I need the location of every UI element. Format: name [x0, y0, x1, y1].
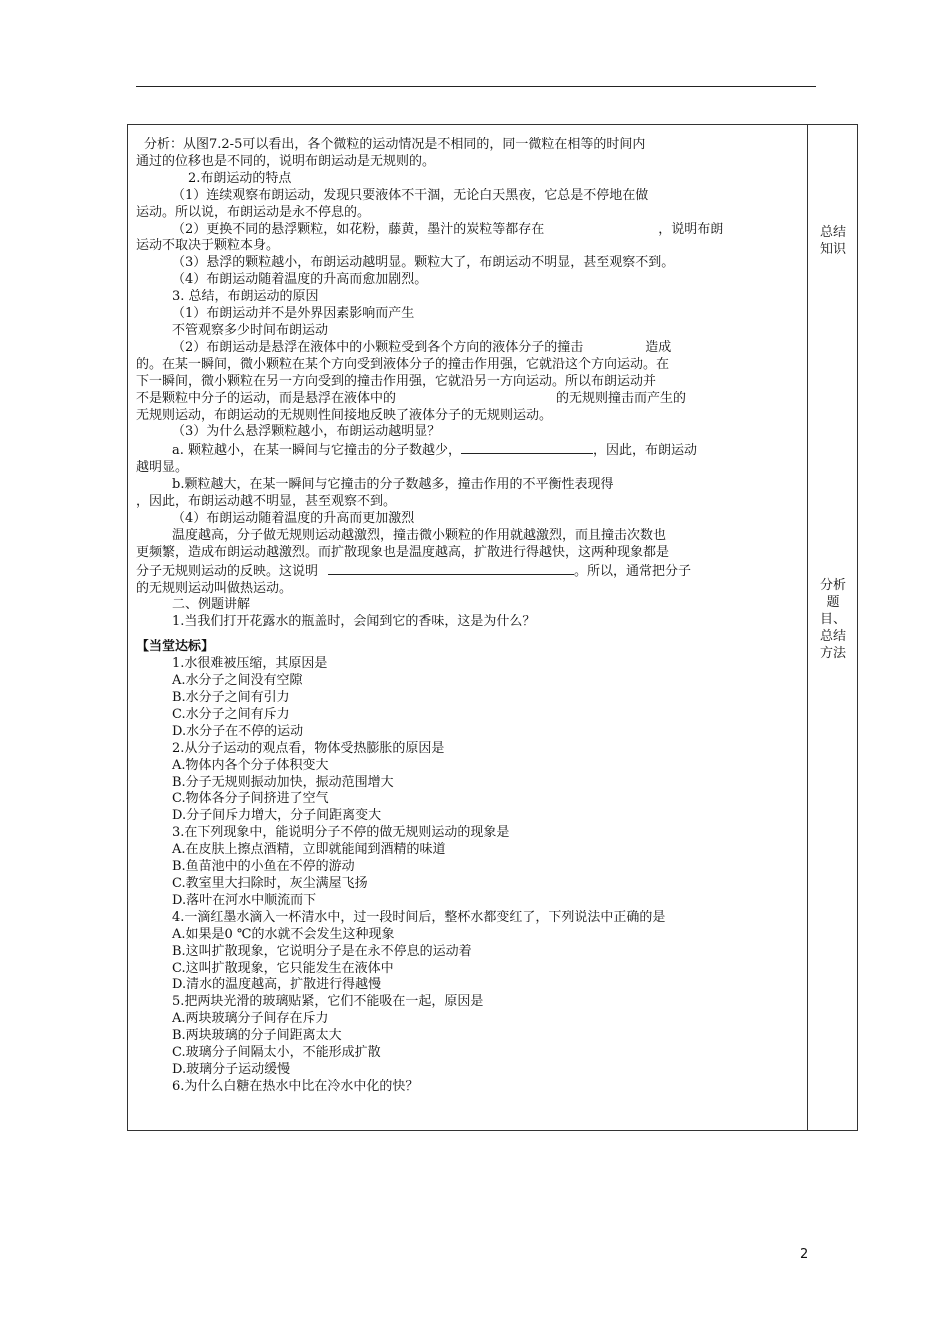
quiz-line: C.水分子之间有斥力 [172, 706, 290, 722]
text-segment: a. 颗粒越小，在某一瞬间与它撞击的分子数越少， [172, 443, 462, 459]
text-line: 分析：从图7.2-5可以看出，各个微粒的运动情况是不相同的，同一微粒在相等的时间内 [144, 137, 646, 152]
quiz-line: D.清水的温度越高，扩散进行得越慢 [172, 977, 382, 993]
text-line [136, 562, 802, 581]
quiz-line: B.分子无规则振动加快，振动范围增大 [172, 774, 394, 790]
quiz-line: D.水分子在不停的运动 [172, 723, 304, 739]
section-title: 【当堂达标】 [136, 639, 215, 655]
side-note-line: 题 [826, 594, 840, 610]
text-line: （4）布朗运动随着温度的升高而愈加剧烈。 [172, 272, 428, 288]
header-rule [136, 86, 816, 87]
text-line: 的。在某一瞬间，微小颗粒在某个方向受到液体分子的撞击作用强，它就沿这个方向运动。在 [136, 356, 670, 372]
text-segment: ，因此，布朗运动 [593, 443, 698, 459]
quiz-line: C.这叫扩散现象，它只能发生在液体中 [172, 960, 394, 976]
text-segment: ，说明布朗 [658, 221, 724, 237]
side-note-line: 分析 [819, 578, 846, 593]
main-content [136, 137, 802, 1096]
quiz-list [136, 656, 802, 1096]
section-heading: 二、例题讲解 [172, 597, 251, 613]
text-line: 温度越高，分子做无规则运动越激烈，撞击微小颗粒的作用就越激烈，而且撞击次数也 [172, 527, 667, 543]
page-number: 2 [800, 1247, 809, 1262]
text-line: 运动不取决于颗粒本身。 [136, 238, 280, 254]
text-line: 运动。所以说，布朗运动是永不停息的。 [136, 204, 371, 220]
quiz-line: B.鱼苗池中的小鱼在不停的游动 [172, 859, 355, 875]
text-line: 下一瞬间，微小颗粒在另一方向受到的撞击作用强，它就沿另一方向运动。所以布朗运动并 [136, 373, 657, 389]
text-line: 通过的位移也是不同的，说明布朗运动是无规则的。 [136, 153, 436, 169]
side-note-summary [808, 225, 858, 259]
quiz-line: 5.把两块光滑的玻璃贴紧，它们不能吸在一起，原因是 [172, 994, 484, 1010]
quiz-line: 1.水很难被压缩，其原因是 [172, 656, 328, 672]
text-line: 更频繁，造成布朗运动越激烈。而扩散现象也是温度越高，扩散进行得越快，这两种现象都是 [136, 544, 670, 560]
text-line [136, 441, 802, 460]
quiz-line: B.水分子之间有引力 [172, 690, 290, 705]
subheading: 3. 总结，布朗运动的原因 [172, 289, 319, 305]
text-line [136, 222, 802, 239]
text-line: b.颗粒越大，在某一瞬间与它撞击的分子数越多，撞击作用的不平衡性表现得 [172, 477, 614, 493]
quiz-line: 4.一滴红墨水滴入一杯清水中，过一段时间后，整杯水都变红了，下列说法中正确的是 [172, 909, 666, 925]
subheading: 2.布朗运动的特点 [188, 170, 292, 186]
quiz-line: A.在皮肤上擦点酒精，立即就能闻到酒精的味道 [172, 842, 446, 858]
quiz-line: B.两块玻璃的分子间距离太大 [172, 1028, 342, 1044]
text-line: （1）布朗运动并不是外界因素影响而产生 [172, 306, 415, 322]
text-line [136, 340, 802, 357]
side-note-line: 目、 [819, 611, 846, 627]
quiz-line: 3.在下列现象中，能说明分子不停的做无规则运动的现象是 [172, 825, 510, 841]
question: 1.当我们打开花露水的瓶盖时，会闻到它的香味，这是为什么？ [172, 614, 536, 630]
text-line: （1）连续观察布朗运动，发现只要液体不干涸，无论白天黑夜，它总是不停地在做 [172, 187, 649, 203]
text-segment: （2）布朗运动是悬浮在液体中的小颗粒受到各个方向的液体分子的撞击 [172, 339, 584, 355]
side-note-line: 知识 [819, 241, 846, 257]
quiz-line: A.两块玻璃分子间存在斥力 [172, 1011, 329, 1027]
quiz-line: D.落叶在河水中顺流而下 [172, 892, 317, 908]
text-segment: 。所以，通常把分子 [574, 563, 692, 579]
side-note-line: 总结 [819, 628, 846, 644]
quiz-line: C.教室里大扫除时，灰尘满屋飞扬 [172, 875, 368, 891]
quiz-line: A.水分子之间没有空隙 [172, 673, 303, 689]
text-line: 越明显。 [136, 460, 189, 476]
text-line [136, 391, 802, 408]
text-line: ，因此，布朗运动越不明显，甚至观察不到。 [136, 494, 397, 510]
text-line: 的无规则运动叫做热运动。 [136, 580, 293, 596]
quiz-line: C.物体各分子间挤进了空气 [172, 791, 329, 807]
answer-blank[interactable] [461, 441, 593, 454]
quiz-line: 2.从分子运动的观点看，物体受热膨胀的原因是 [172, 740, 445, 756]
text-line: （3）悬浮的颗粒越小，布朗运动越明显。颗粒大了，布朗运动不明显，甚至观察不到。 [172, 255, 675, 271]
quiz-line: A.如果是0 ℃的水就不会发生这种现象 [172, 926, 395, 942]
answer-blank[interactable] [328, 562, 574, 575]
text-line: 不管观察多少时间布朗运动 [172, 322, 329, 338]
text-line: （4）布朗运动随着温度的升高而更加激烈 [172, 510, 415, 526]
side-note-line: 方法 [819, 645, 846, 661]
text-line: 无规则运动，布朗运动的无规则性间接地反映了液体分子的无规则运动。 [136, 407, 553, 423]
text-segment: 的无规则撞击而产生的 [556, 390, 687, 406]
quiz-line: 6.为什么白糖在热水中比在冷水中化的快？ [172, 1078, 419, 1094]
quiz-line: D.玻璃分子运动缓慢 [172, 1061, 291, 1077]
side-note-method [808, 578, 858, 663]
quiz-line: D.分子间斥力增大，分子间距离变大 [172, 808, 382, 824]
text-segment: 不是颗粒中分子的运动，而是悬浮在液体中的 [136, 390, 397, 406]
text-line: （3）为什么悬浮颗粒越小，布朗运动越明显？ [172, 424, 441, 440]
quiz-line: B.这叫扩散现象，它说明分子是在永不停息的运动着 [172, 943, 472, 959]
text-segment: 分子无规则运动的反映。这说明 [136, 563, 319, 579]
quiz-line: A.物体内各个分子体积变大 [172, 757, 329, 773]
text-segment: 造成 [645, 339, 672, 355]
side-note-line: 总结 [819, 225, 846, 240]
text-segment: （2）更换不同的悬浮颗粒，如花粉，藤黄，墨汁的炭粒等都存在 [172, 221, 545, 237]
quiz-line: C.玻璃分子间隔太小，不能形成扩散 [172, 1045, 381, 1061]
